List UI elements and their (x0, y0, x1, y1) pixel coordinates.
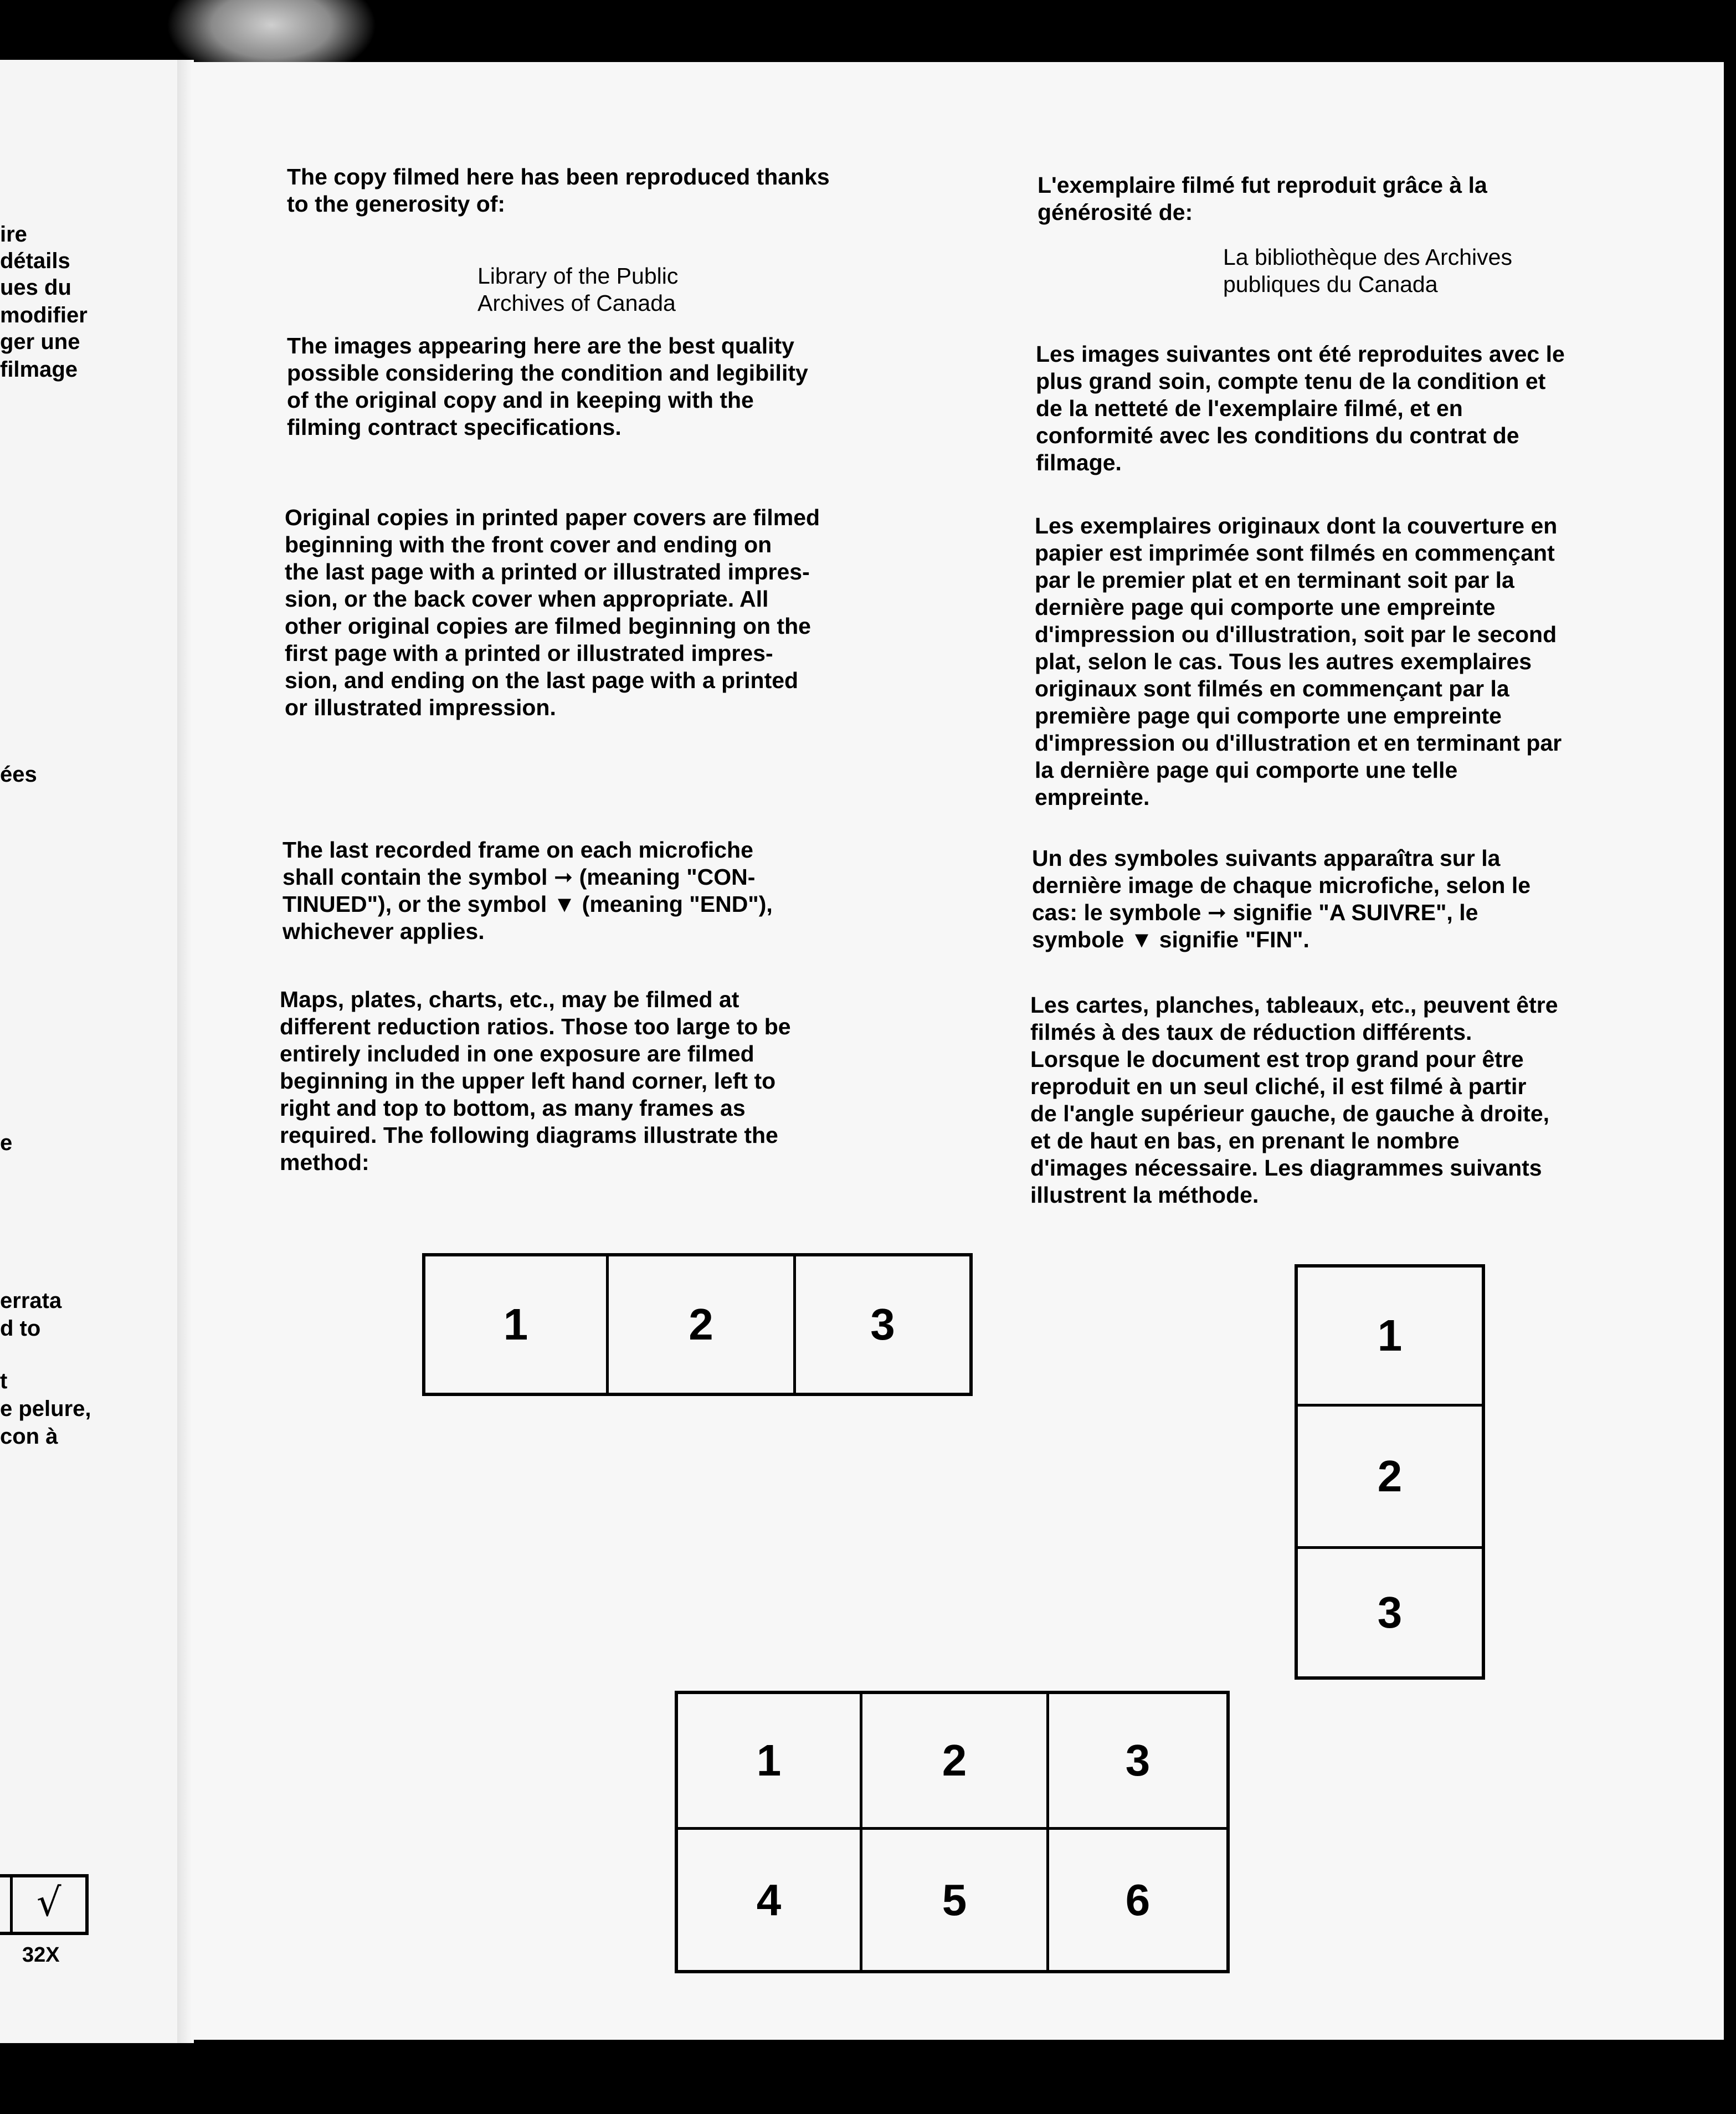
english-institution-text: Library of the Public Archives of Canada (477, 263, 679, 316)
english-originals-text: Original copies in printed paper covers are filmed beginning with the front cover and ending on the last page with a printed or illustrated impres- sion, or the back cover when appropriate. All other original copies are filmed beginning on the first page with a printed or illustrated impres- sion, and ending on the last page with a printed or illustrated impression. (285, 505, 820, 720)
fragment-text: ées (0, 762, 37, 787)
english-institution (477, 235, 865, 344)
english-quality-paragraph (287, 332, 941, 441)
diagram-vertical-frames (1295, 1264, 1485, 1680)
frame-cell: 3 (1377, 1588, 1403, 1637)
fragment-text: con à (0, 1424, 58, 1449)
english-symbols-paragraph (283, 837, 947, 945)
english-maps-text: Maps, plates, charts, etc., may be filmed at different reduction ratios. Those too large to be entirely included in one exposure are filmed beginning in the upper left hand corner, left to right and top to bottom, as many frames as required. The following diagrams illustrate the method: (280, 987, 791, 1175)
french-originals-paragraph (1035, 512, 1711, 811)
fragment-text: filmage (0, 357, 78, 382)
diagram-grid-frames (675, 1691, 1230, 1973)
check-icon: √ (37, 1880, 61, 1925)
fragment-text: ire (0, 222, 27, 247)
french-symbols-paragraph (1032, 845, 1697, 953)
frame-cell: 3 (1125, 1736, 1151, 1785)
french-acknowledgement (1038, 172, 1658, 226)
french-quality-text: Les images suivantes ont été reproduites avec le plus grand soin, compte tenu de la condition et de la netteté de l'exemplaire filmé, et en conformité avec les conditions du contrat de filmage. (1036, 341, 1565, 475)
frame-cell: 6 (1125, 1875, 1151, 1925)
frame-cell: 1 (1377, 1311, 1403, 1360)
french-quality-paragraph (1036, 341, 1701, 476)
frame-cell: 4 (756, 1875, 782, 1925)
previous-page-strip (0, 60, 177, 2043)
frame-cell: 1 (503, 1300, 528, 1349)
french-originals-text: Les exemplaires originaux dont la couverture en papier est imprimée sont filmés en commençant par le premier plat et en terminant soit par la dernière page qui comporte une empreinte d'impression ou d'illustration, soit par le second plat, selon le cas. Tous les autres exemplaires originaux sont filmés en commençant par la première page qui comporte une empreinte d'impression ou d'illustration et en terminant par la dernière page qui comporte une telle empreinte. (1035, 513, 1562, 810)
fragment-text: e pelure, (0, 1397, 91, 1421)
french-institution-text: La bibliothèque des Archives publiques du Canada (1223, 244, 1512, 297)
fragment-text: errata (0, 1289, 62, 1313)
fragment-text: ues du (0, 275, 71, 300)
fragment-text: ger une (0, 330, 80, 354)
fragment-text: t (0, 1369, 8, 1393)
frame-cell: 5 (942, 1875, 967, 1925)
frame-cell: 2 (1377, 1451, 1403, 1501)
french-institution (1223, 244, 1644, 298)
frame-cell: 2 (942, 1736, 967, 1785)
fragment-text: détails (0, 249, 70, 273)
french-maps-text: Les cartes, planches, tableaux, etc., peuvent être filmés à des taux de réduction différents. Lorsque le document est trop grand pour être reproduit en un seul cliché, il est filmé à partir de l'angle supérieur gauche, de gauche à droite, et de haut en bas, en prenant le nombre d'images nécessaire. Les diagrammes suivants illustrent la méthode. (1030, 992, 1558, 1208)
english-originals-paragraph (285, 504, 949, 721)
english-symbols-text: The last recorded frame on each microfiche shall contain the symbol ➞ (meaning "CON- TINUED"), or the symbol ▼ (meaning "END"), whichever applies. (283, 837, 773, 944)
english-acknowledgement-text: The copy filmed here has been reproduced thanks to the generosity of: (287, 164, 830, 217)
english-acknowledgement (287, 163, 941, 218)
fragment-text: modifier (0, 303, 88, 327)
french-symbols-text: Un des symboles suivants apparaîtra sur la dernière image de chaque microfiche, selon le cas: le symbole ➞ signifie "A SUIVRE", le symbole ▼ signifie "FIN". (1032, 845, 1531, 952)
box-divider (10, 1877, 13, 1932)
fragment-text: e (0, 1131, 13, 1155)
french-acknowledgement-text: L'exemplaire filmé fut reproduit grâce à la générosité de: (1038, 172, 1487, 225)
frame-cell: 3 (870, 1300, 895, 1349)
film-border-bottom (0, 2043, 1736, 2114)
frame-cell: 1 (756, 1736, 782, 1785)
ratio-label: 32X (22, 1943, 60, 1967)
diagram-horizontal-frames (422, 1253, 973, 1396)
french-maps-paragraph (1030, 992, 1706, 1209)
frame-cell: 2 (689, 1300, 713, 1349)
english-maps-paragraph (280, 986, 944, 1176)
english-quality-text: The images appearing here are the best quality possible considering the condition and legibility of the original copy and in keeping with the filming contract specifications. (287, 333, 808, 440)
reduction-ratio-box (0, 1874, 89, 1935)
fragment-text: d to (0, 1316, 41, 1341)
